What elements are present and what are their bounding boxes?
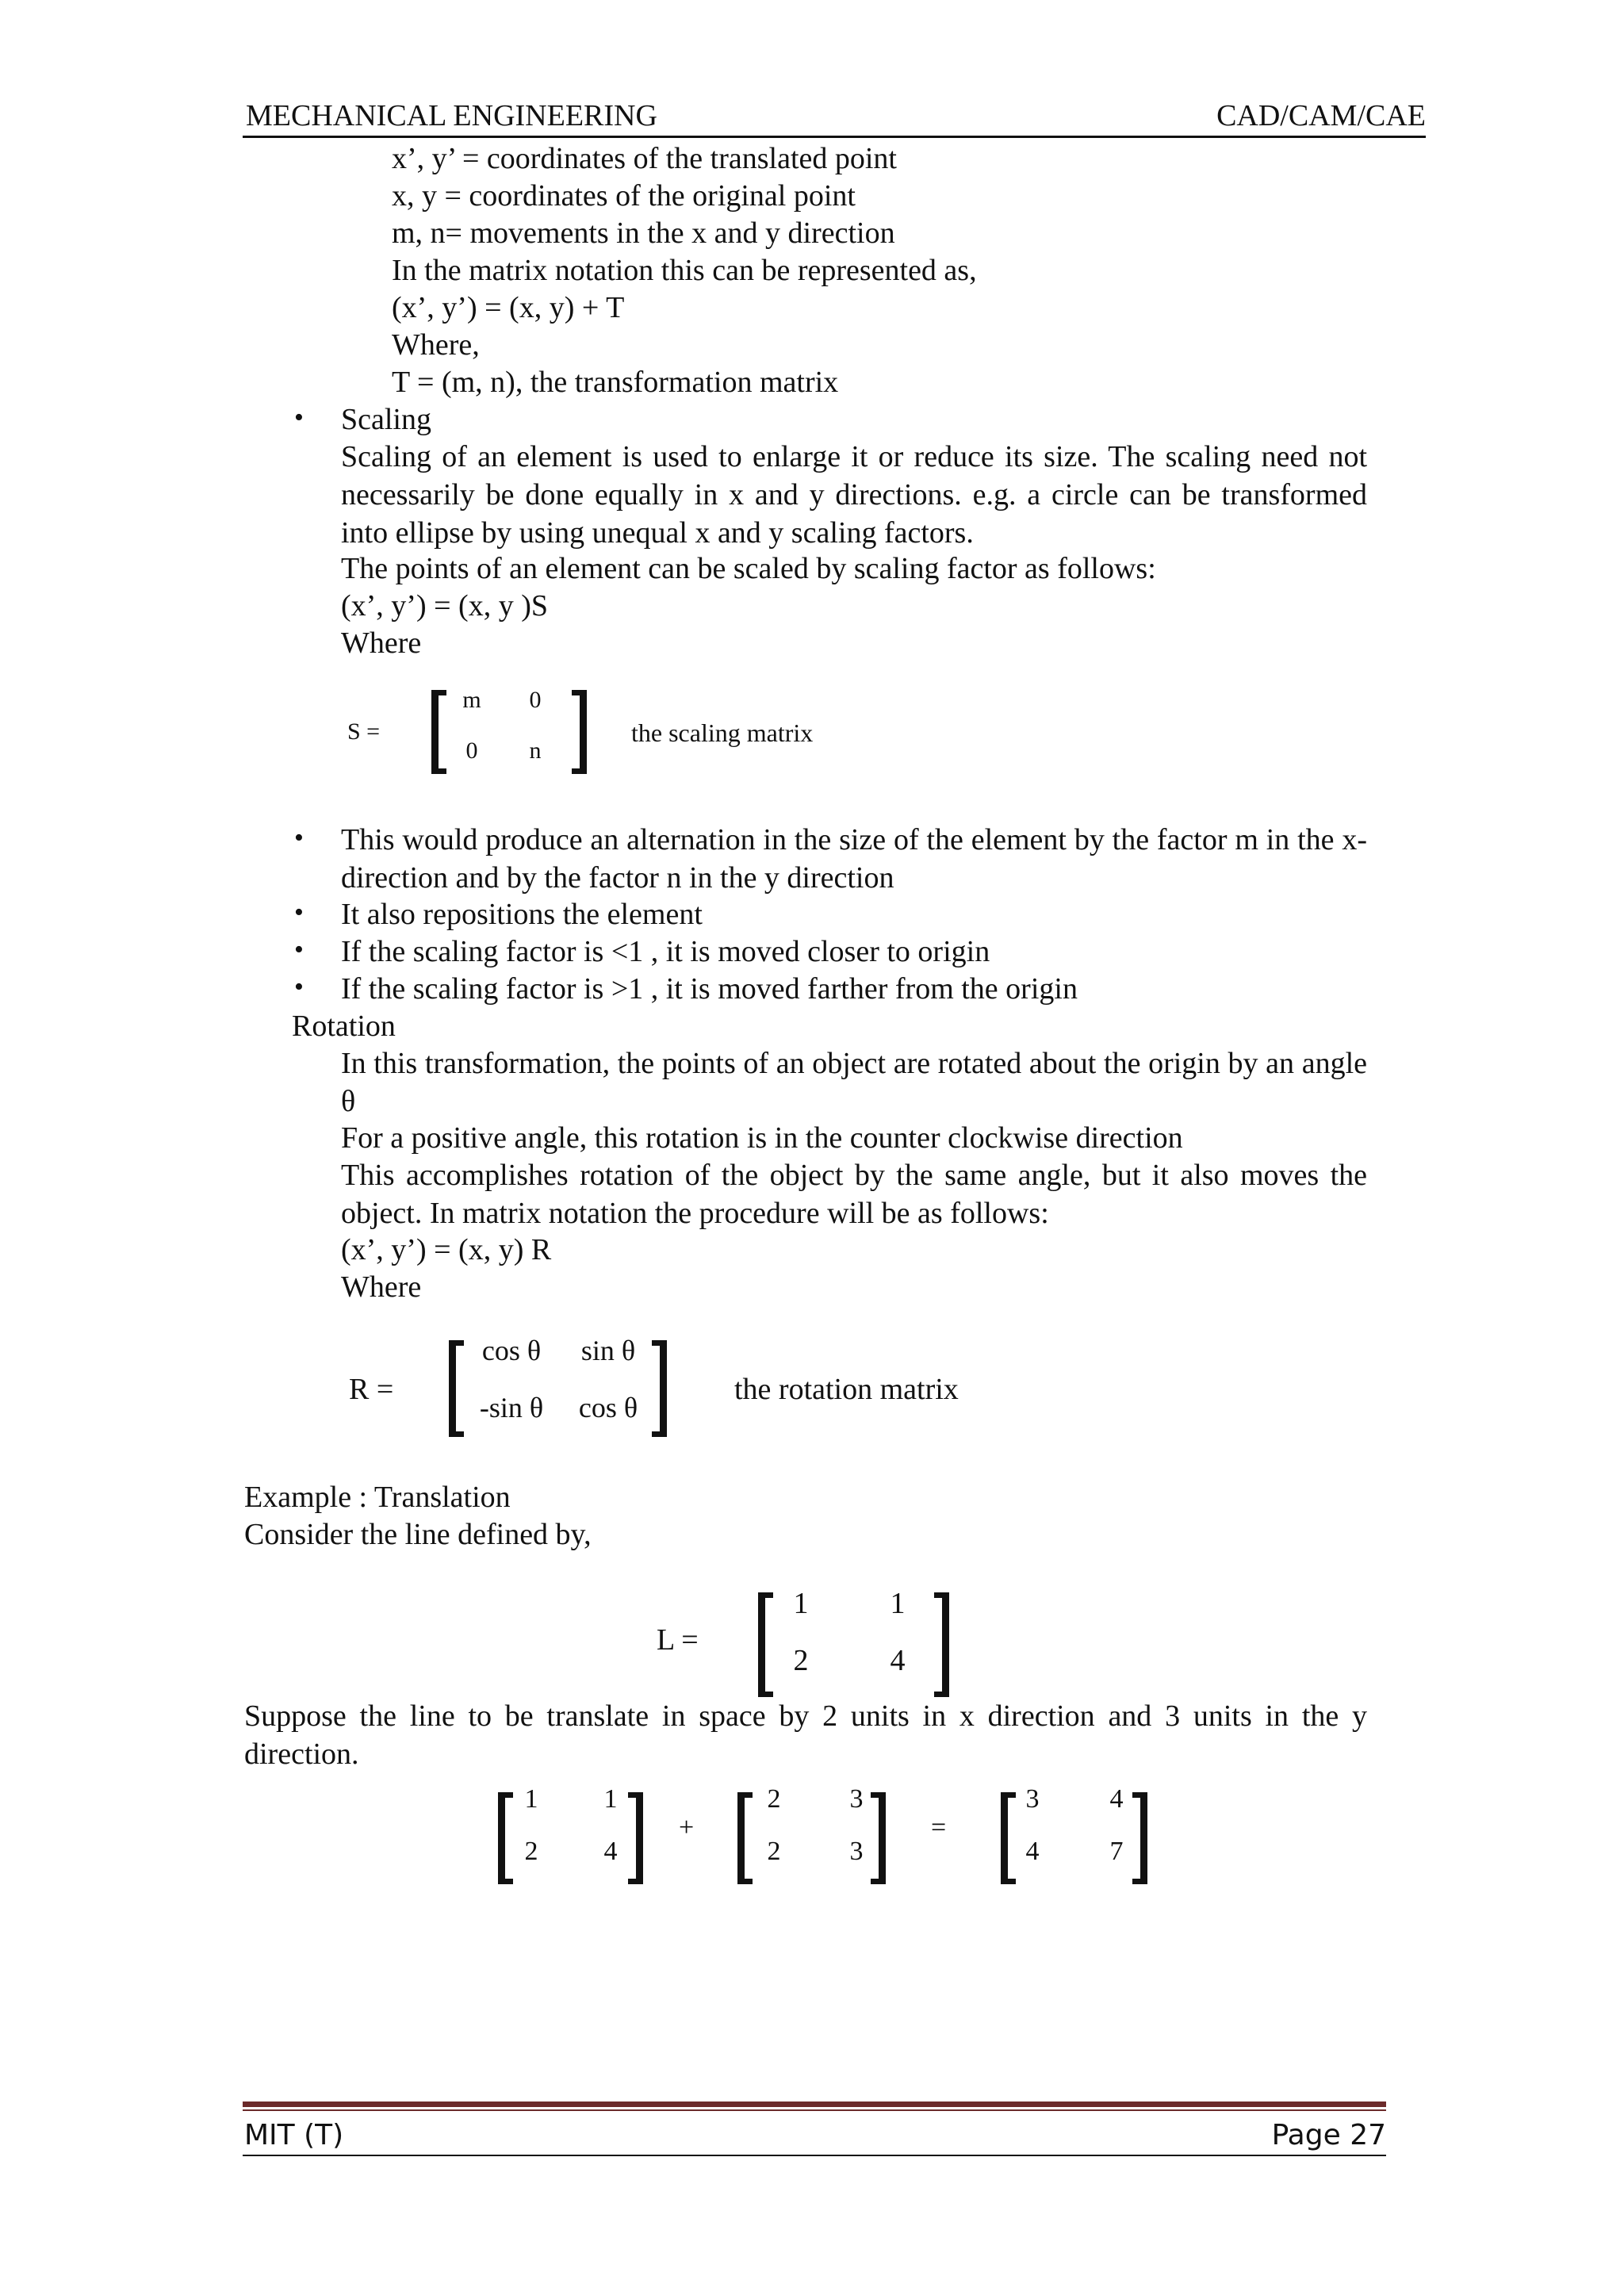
scaling-point: It also repositions the element	[341, 898, 703, 931]
scaling-where: Where	[341, 626, 422, 660]
matrix-cell: 0	[465, 738, 478, 764]
matrix-cell: cos θ	[578, 1392, 638, 1423]
scaling-point: If the scaling factor is <1 , it is moved closer to origin	[341, 935, 990, 968]
scaling-point: If the scaling factor is >1 , it is moved farther from the origin	[341, 972, 1078, 1006]
translation-def: (x’, y’) = (x, y) + T	[392, 291, 625, 324]
left-bracket	[758, 1592, 773, 1697]
matrix-cell: 4	[1109, 1784, 1124, 1814]
footer-rule-thin	[243, 2109, 1386, 2111]
left-bracket	[737, 1792, 753, 1884]
line-matrix-label: L =	[657, 1623, 699, 1657]
translation-def: x, y = coordinates of the original point	[392, 179, 856, 213]
footer-page-number: Page 27	[1271, 2119, 1386, 2151]
header-right: CAD/CAM/CAE	[1216, 99, 1426, 132]
matrix-cell: 3	[1025, 1784, 1040, 1814]
header-left: MECHANICAL ENGINEERING	[246, 99, 657, 132]
matrix-cell: cos θ	[481, 1335, 542, 1366]
matrix-cell: 4	[890, 1644, 906, 1677]
right-bracket	[628, 1792, 643, 1884]
scaling-point: This would produce an alternation in the size of the element by the factor m in the x-direction and by the factor n in the y direction	[341, 823, 1367, 895]
rotation-matrix-label: R =	[349, 1373, 394, 1406]
right-bracket	[934, 1592, 949, 1697]
point-bullet: •	[294, 935, 304, 964]
plus-sign: +	[679, 1813, 695, 1842]
matrix-cell: 2	[793, 1644, 809, 1677]
example-title: Example : Translation	[244, 1481, 511, 1514]
right-bracket	[572, 690, 587, 774]
example-paragraph: Suppose the line to be translate in space by 2 units in x direction and 3 units in the y direction.	[244, 1699, 1367, 1771]
scaling-matrix-caption: the scaling matrix	[631, 718, 814, 747]
left-bracket	[449, 1340, 464, 1437]
rotation-title: Rotation	[292, 1010, 396, 1043]
rotation-equation: (x’, y’) = (x, y) R	[341, 1233, 552, 1266]
matrix-cell: 2	[524, 1837, 538, 1866]
translation-def: In the matrix notation this can be represented as,	[392, 254, 977, 287]
rotation-matrix-caption: the rotation matrix	[734, 1373, 959, 1406]
rotation-where: Where	[341, 1270, 422, 1304]
matrix-cell: 4	[603, 1837, 618, 1866]
scaling-paragraph-2: The points of an element can be scaled by scaling factor as follows:	[341, 552, 1156, 585]
left-bracket	[431, 690, 446, 774]
matrix-cell: 4	[1025, 1837, 1040, 1866]
rotation-paragraph-3: This accomplishes rotation of the object by the same angle, but it also moves the object. In matrix notation the procedure will be as follows:	[341, 1159, 1367, 1230]
matrix-cell: 1	[890, 1587, 906, 1620]
matrix-cell: 2	[767, 1784, 781, 1814]
right-bracket	[652, 1340, 667, 1437]
matrix-cell: sin θ	[580, 1335, 636, 1366]
rotation-paragraph: In this transformation, the points of an object are rotated about the origin by an angle θ	[341, 1047, 1367, 1118]
point-bullet: •	[294, 898, 304, 927]
translation-def: m, n= movements in the x and y direction	[392, 216, 895, 250]
left-bracket	[498, 1792, 513, 1884]
matrix-cell: n	[529, 738, 542, 764]
equals-sign: =	[931, 1813, 947, 1842]
matrix-cell: 0	[529, 687, 542, 713]
scaling-matrix-label: S =	[347, 718, 381, 745]
translation-def: T = (m, n), the transformation matrix	[392, 366, 839, 399]
matrix-cell: 7	[1109, 1837, 1124, 1866]
translation-def: x’, y’ = coordinates of the translated point	[392, 142, 897, 175]
translation-def: Where,	[392, 328, 480, 362]
footer-bottom-rule	[243, 2155, 1386, 2156]
scaling-bullet: •	[294, 403, 304, 432]
scaling-equation: (x’, y’) = (x, y )S	[341, 589, 548, 623]
matrix-cell: 3	[849, 1837, 864, 1866]
point-bullet: •	[294, 972, 304, 1002]
right-bracket	[1132, 1792, 1147, 1884]
footer-left: MIT (T)	[244, 2119, 344, 2151]
footer-rule	[243, 2102, 1386, 2107]
matrix-cell: 1	[793, 1587, 809, 1620]
scaling-title: Scaling	[341, 403, 431, 436]
matrix-cell: 1	[603, 1784, 618, 1814]
matrix-cell: 1	[524, 1784, 538, 1814]
header-rule	[243, 136, 1426, 138]
right-bracket	[871, 1792, 886, 1884]
matrix-cell: 2	[767, 1837, 781, 1866]
matrix-cell: m	[462, 687, 481, 713]
matrix-cell: -sin θ	[479, 1392, 544, 1423]
point-bullet: •	[294, 823, 304, 852]
example-line: Consider the line defined by,	[244, 1518, 592, 1551]
left-bracket	[1001, 1792, 1016, 1884]
scaling-paragraph: Scaling of an element is used to enlarge it or reduce its size. The scaling need not necessarily be done equally in x and y directions. e.g. a circle can be transformed into ellipse by using unequal x and y scaling factors.	[341, 440, 1367, 550]
matrix-cell: 3	[849, 1784, 864, 1814]
rotation-paragraph-2: For a positive angle, this rotation is in the counter clockwise direction	[341, 1121, 1183, 1155]
